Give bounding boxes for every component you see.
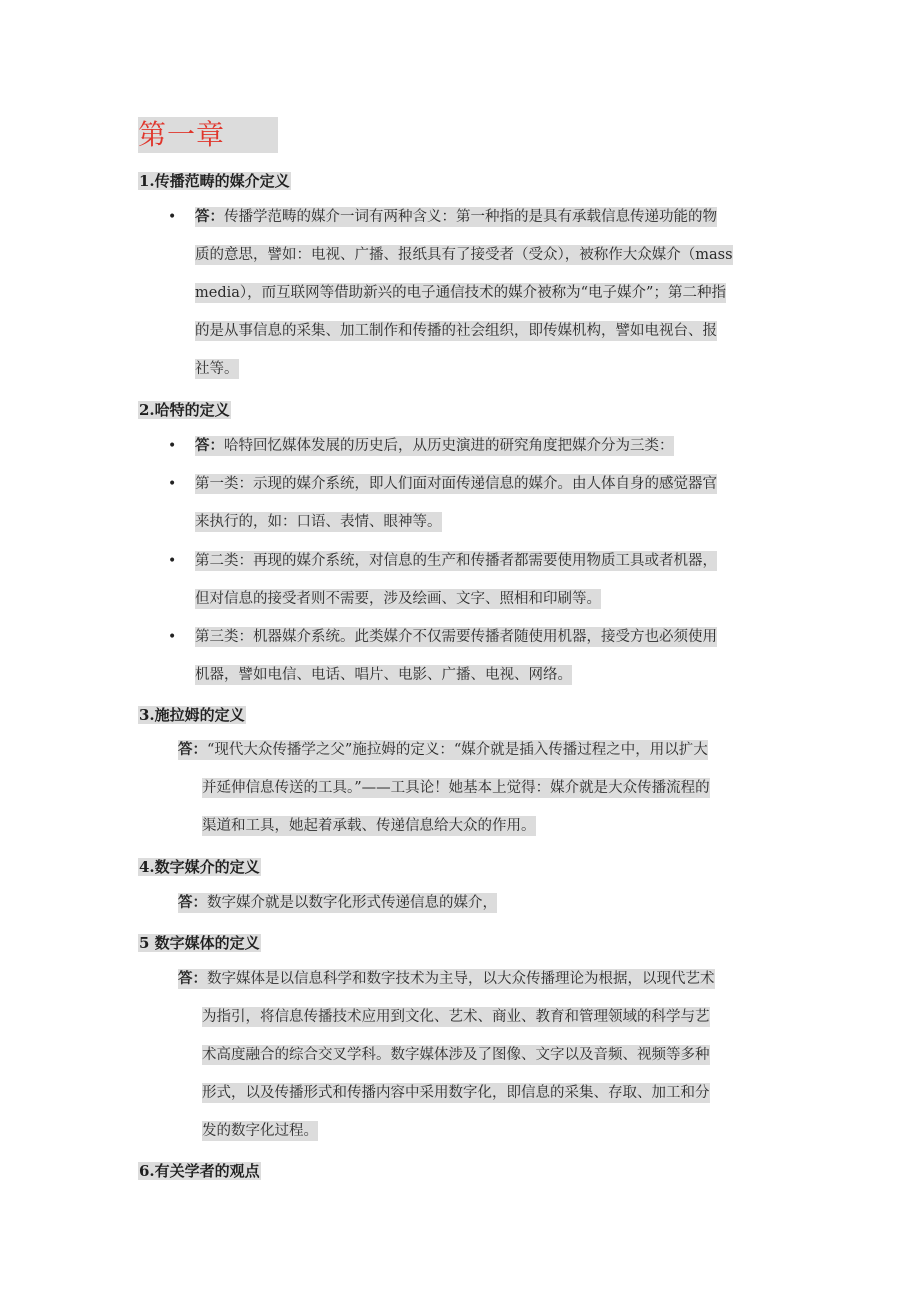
section-heading-1: 1.传播范畴的媒介定义: [139, 172, 290, 190]
bullet-dot: •: [168, 209, 177, 225]
s2-item-2: 第二类：再现的媒介系统，对信息的生产和传播者都需要使用物质工具或者机器， 但对信息的接受者则不需要，涉及绘画、文字、照相和印刷等。: [195, 553, 717, 607]
s4-answer: 答：数字媒介就是以数字化形式传递信息的媒介，: [178, 894, 497, 911]
s1-answer: 答：传播学范畴的媒介一词有两种含义：第一种指的是具有承载信息传递功能的物 质的意思，譬如：电视、广播、报纸具有了接受者（受众），被称作大众媒介（mass media），而互联网等借助新兴的电子通信技术的媒介被称为“电子媒介”；第二种指 的是从事信息的采集、加工制作和传播的社会组织，即传媒机构，譬如电视台、报 社等。: [195, 208, 733, 377]
bullet-dot: •: [168, 629, 177, 645]
s2-item-1: 第一类：示现的媒介系统，即人们面对面传递信息的媒介。由人体自身的感觉器官 来执行的，如：口语、表情、眼神等。: [195, 476, 717, 530]
bullet-dot: •: [168, 476, 177, 492]
s5-answer: 答：数字媒体是以信息科学和数字技术为主导，以大众传播理论为根据，以现代艺术 为指引，将信息传播技术应用到文化、艺术、商业、教育和管理领域的科学与艺 术高度融合的综合交叉学科。数字媒体涉及了图像、文字以及音频、视频等多种 形式，以及传播形式和传播内容中采用数字化，即信息的采集、存取、加工和分 发的数字化过程。: [178, 970, 715, 1139]
bullet-dot: •: [168, 553, 177, 569]
s2-item-3: 第三类：机器媒介系统。此类媒介不仅需要传播者随使用机器，接受方也必须使用 机器，譬如电信、电话、唱片、电影、广播、电视、网络。: [195, 629, 717, 683]
section-heading-2: 2.哈特的定义: [139, 401, 230, 419]
bullet-dot: •: [168, 438, 177, 454]
s3-answer: 答：“现代大众传播学之父”施拉姆的定义：“媒介就是插入传播过程之中，用以扩大 并延伸信息传送的工具。”——工具论！她基本上觉得：媒介就是大众传播流程的 渠道和工具，她起着承载、传递信息给大众的作用。: [178, 741, 710, 834]
chapter-title: 第一章: [138, 117, 278, 153]
section-heading-3: 3.施拉姆的定义: [139, 706, 245, 724]
s2-intro: 答：哈特回忆媒体发展的历史后，从历史演进的研究角度把媒介分为三类：: [195, 437, 674, 454]
section-heading-6: 6.有关学者的观点: [139, 1162, 260, 1180]
section-heading-5: 5 数字媒体的定义: [139, 934, 260, 952]
section-heading-4: 4.数字媒介的定义: [139, 858, 260, 876]
